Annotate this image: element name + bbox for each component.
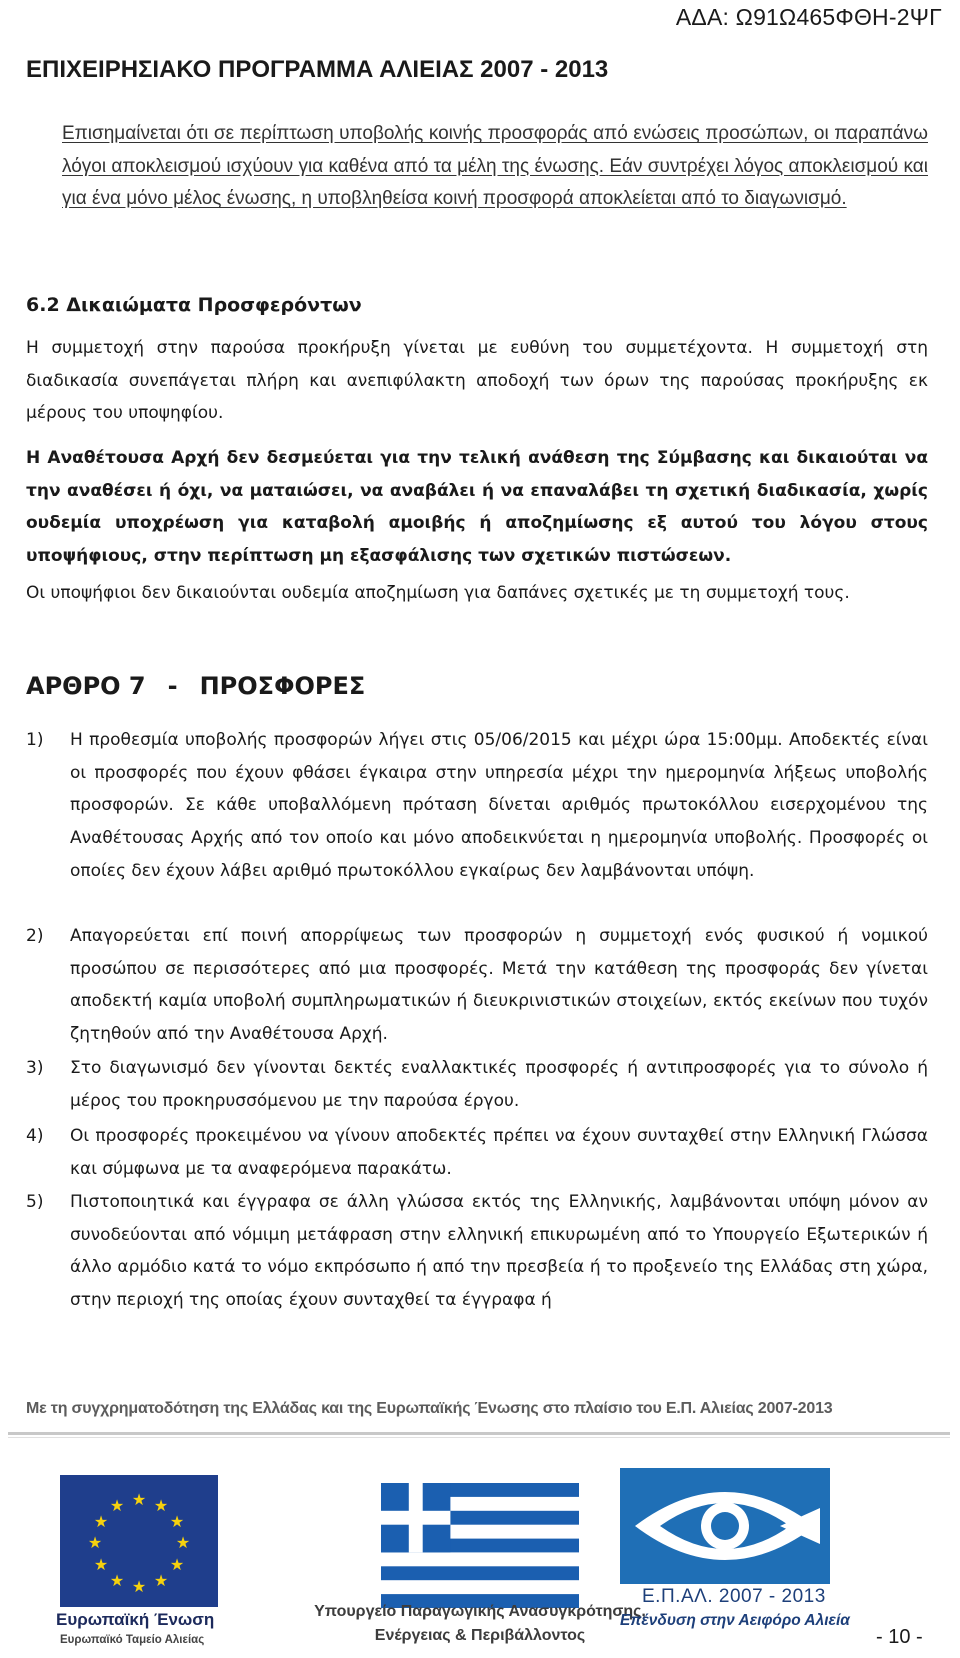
list-item <box>26 1120 928 1185</box>
list-item-text: Απαγορεύεται επί ποινή απορρίψεως των προσφορών η συμμετοχή ενός φυσικού ή νομικού προσώπου σε περισσότερες από μια προσφορές. Μετά την κατάθεση της προσφοράς δεν γίνεται αποδεκτή καμία υποβολή συμπληρωματικών ή διευκρινιστικών στοιχείων, εκτός εκείνων που τυχόν ζητηθούν από την Αναθέτουσα Αρχή. <box>70 926 928 1045</box>
article-7-heading-dash: - <box>167 672 178 700</box>
eu-flag-icon <box>60 1475 218 1607</box>
list-item-text: Η προθεσμία υποβολής προσφορών λήγει στις 05/06/2015 και μέχρι ώρα 15:00μμ. Αποδεκτές είναι οι προσφορές που έχουν φθάσει έγκαιρα στην υπηρεσία μέχρι την ημερομηνία λήξεως υποβολής προσφορών. Σε κάθε υποβαλλόμενη πρόταση δίνεται αριθμός πρωτοκόλλου εισερχομένου της Αναθέτουσας Αρχής από τον οποίο και μόνο αποδεικνύεται η ημερομηνία υποβολής. Προσφορές οι οποίες δεν έχουν λάβει αριθμό πρωτοκόλλου εγκαίρως δεν λαμβάνονται υπόψη. <box>70 730 928 881</box>
svg-text:★: ★ <box>169 1555 185 1574</box>
program-title: ΕΠΙΧΕΙΡΗΣΙΑΚΟ ΠΡΟΓΡΑΜΜΑ ΑΛΙΕΙΑΣ 2007 - 2013 <box>26 56 609 83</box>
section-6-2-paragraph-2: Η Αναθέτουσα Αρχή δεν δεσμεύεται για την τελική ανάθεση της Σύμβασης και δικαιούται να την αναθέσει ή όχι, να ματαιώσει, να αναβάλει ή να επαναλάβει τη σχετική διαδικασία, χωρίς ουδεμία υποχρέωση για καταβολή αμοιβής ή αποζημίωσης εξ αυτού του λόγου στους υποψήφιους, στην περίπτωση μη εξασφάλισης των σχετικών πιστώσεων. <box>26 448 928 567</box>
footer-divider-thin <box>8 1437 950 1438</box>
article-7-heading-left: ΑΡΘΡΟ 7 <box>26 672 146 700</box>
footer-divider <box>8 1432 950 1435</box>
section-6-2-paragraph-3: Οι υποψήφιοι δεν δικαιούνται ουδεμία αποζημίωση για δαπάνες σχετικές με τη συμμετοχή τους. <box>26 583 850 603</box>
list-item-number: 2) <box>26 926 44 946</box>
eu-fisheries-fund-label: Ευρωπαϊκό Ταμείο Αλιείας <box>60 1634 205 1646</box>
svg-text:★: ★ <box>169 1512 185 1531</box>
epal-title: Ε.Π.ΑΛ. 2007 - 2013 <box>642 1586 826 1607</box>
list-item-text: Πιστοποιητικά και έγγραφα σε άλλη γλώσσα εκτός της Ελληνικής, λαμβάνονται υπόψη μόνον αν συνοδεύονται από νόμιμη μετάφραση στην ελληνική επικυρωμένη από το Υπουργείο Εξωτερικών ή άλλο αρμόδιο κατά το νόμο εκπρόσωπο ή από την πρεσβεία ή το προξενείο της Ελλάδας στη χώρα, στην περιοχή της οποίας έχουν συνταχθεί τα έγγραφα ή <box>70 1192 928 1311</box>
svg-text:★: ★ <box>175 1533 191 1552</box>
list-item-number: 4) <box>26 1126 44 1146</box>
section-6-2-heading: 6.2 Δικαιώματα Προσφερόντων <box>26 294 362 316</box>
list-item-number: 3) <box>26 1058 44 1078</box>
svg-text:★: ★ <box>109 1571 125 1590</box>
svg-text:★: ★ <box>131 1577 147 1596</box>
epal-slogan: Επένδυση στην Αειφόρο Αλιεία <box>620 1612 850 1629</box>
svg-text:★: ★ <box>131 1490 147 1509</box>
cofunding-caption: Με τη συγχρηματοδότηση της Ελλάδας και της Ευρωπαϊκής Ένωσης στο πλαίσιο του Ε.Π. Αλιείας 2007-2013 <box>26 1400 833 1417</box>
list-item-number: 1) <box>26 730 44 750</box>
eu-stars-icon <box>60 1475 218 1607</box>
svg-text:★: ★ <box>93 1512 109 1531</box>
list-item <box>26 1186 928 1317</box>
list-item <box>26 724 928 888</box>
ada-code: ΑΔΑ: Ω91Ω465ΦΘΗ-2ΨΓ <box>675 4 942 30</box>
list-item-text: Στο διαγωνισμό δεν γίνονται δεκτές εναλλακτικές προσφορές ή αντιπροσφορές για το σύνολο ή μέρος του προκηρυσσόμενου με την παρούσα έργου. <box>70 1058 928 1111</box>
svg-text:★: ★ <box>153 1496 169 1515</box>
greek-flag-icon <box>381 1483 579 1608</box>
svg-text:★: ★ <box>109 1496 125 1515</box>
article-7-heading <box>26 672 365 700</box>
article-7-heading-right: ΠΡΟΣΦΟΡΕΣ <box>199 672 366 700</box>
eu-label: Ευρωπαϊκή Ένωση <box>56 1610 215 1629</box>
page-number: - 10 - <box>876 1626 923 1648</box>
intro-paragraph: Επισημαίνεται ότι σε περίπτωση υποβολής κοινής προσφοράς από ενώσεις προσώπων, οι παραπάνω λόγοι αποκλεισμού ισχύουν για καθένα από τα μέλη της ένωσης. Εάν συντρέχει λόγος αποκλεισμού και για ένα μόνο μέλος ένωσης, η υποβληθείσα κοινή προσφορά αποκλείεται από το διαγωνισμό. <box>62 123 928 209</box>
list-item <box>26 920 928 1051</box>
section-6-2-paragraph-1: Η συμμετοχή στην παρούσα προκήρυξη γίνεται με ευθύνη του συμμετέχοντα. Η συμμετοχή στη διαδικασία συνεπάγεται πλήρη και ανεπιφύλακτη αποδοχή των όρων της παρούσας προκήρυξης εκ μέρους του υποψηφίου. <box>26 338 928 424</box>
ministry-label-line-1: Υπουργείο Παραγωγικής Ανασυγκρότησης, <box>314 1603 646 1620</box>
list-item <box>26 1052 928 1117</box>
epal-eye-logo-icon <box>620 1468 830 1584</box>
ministry-label-line-2: Ενέργειας & Περιβάλλοντος <box>374 1627 586 1644</box>
svg-text:★: ★ <box>87 1533 103 1552</box>
list-item-text: Οι προσφορές προκειμένου να γίνουν αποδεκτές πρέπει να έχουν συνταχθεί στην Ελληνική Γλώσσα και σύμφωνα με τα αναφερόμενα παρακάτω. <box>70 1126 928 1179</box>
svg-text:★: ★ <box>93 1555 109 1574</box>
svg-text:★: ★ <box>153 1571 169 1590</box>
list-item-number: 5) <box>26 1192 44 1212</box>
